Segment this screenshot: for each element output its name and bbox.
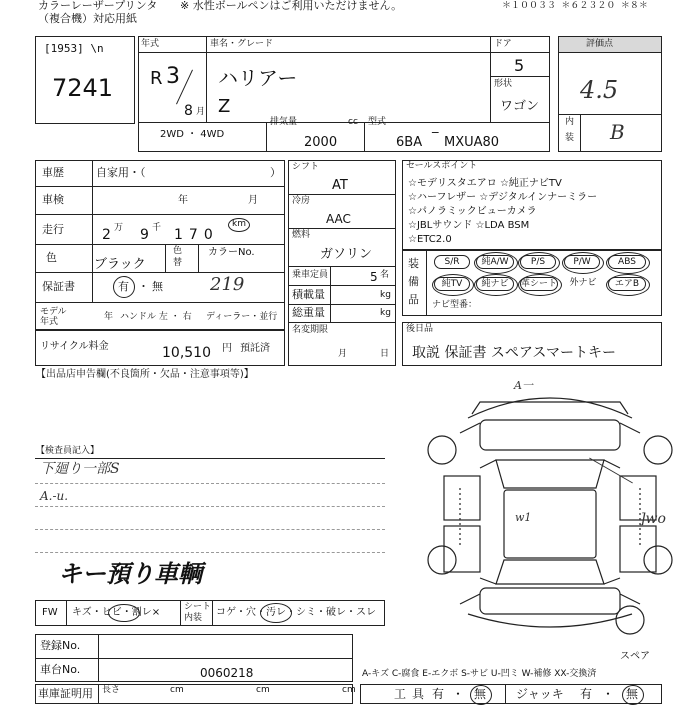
car-trunk bbox=[480, 588, 620, 614]
ac-label: 冷房 bbox=[292, 196, 311, 206]
inspector-note-1: 下廻り一部S bbox=[40, 461, 120, 477]
certificate-unit-1: cm bbox=[170, 685, 184, 695]
certificate-unit-3: cm bbox=[342, 685, 356, 695]
shift-label: シフト bbox=[292, 162, 320, 172]
fw-items: キズ・ヒビ・割レ× bbox=[72, 607, 161, 618]
interior-score: B bbox=[610, 120, 625, 144]
car-front-bumper bbox=[468, 398, 632, 418]
shape-label: 形状 bbox=[494, 79, 513, 89]
equip-leather-seat: 革シート bbox=[521, 279, 558, 289]
jack-no: 無 bbox=[626, 687, 639, 701]
equip-abs: ABS bbox=[608, 255, 646, 269]
sales-point-item: ☆ETC2.0 bbox=[408, 234, 452, 245]
printer-note-1: カラーレーザープリンタ bbox=[38, 0, 158, 12]
mileage-label: 走行 bbox=[42, 223, 64, 236]
warranty-label: 保証書 bbox=[42, 280, 75, 293]
fuel-label: 燃料 bbox=[292, 230, 311, 240]
sales-point-item: ☆モデリスタエアロ ☆純正ナビTV bbox=[408, 178, 562, 189]
recycle-status: 預託済 bbox=[240, 343, 270, 354]
certificate-unit-2: cm bbox=[256, 685, 270, 695]
model-year-label-1: モデル bbox=[40, 307, 67, 317]
car-door-left-rear bbox=[444, 526, 480, 572]
fw-label: FW bbox=[42, 607, 58, 618]
equipment-label-1: 装 bbox=[408, 257, 419, 270]
seat-label-1: シート bbox=[184, 602, 212, 612]
mileage-rest: 170 bbox=[174, 227, 219, 243]
equip-airbag: エアB bbox=[608, 277, 646, 291]
warranty-yes: 有 bbox=[118, 280, 129, 293]
seat-label-2: 内装 bbox=[184, 613, 203, 623]
color-change-label-1: 色 bbox=[173, 246, 183, 256]
mileage-man: 2 bbox=[102, 227, 111, 243]
handle-label: ハンドル 左 ・ 右 bbox=[120, 312, 192, 322]
name-change-day: 日 bbox=[380, 349, 390, 359]
displacement-unit: cc bbox=[348, 117, 358, 127]
car-wheel-rear-right bbox=[644, 546, 672, 574]
sales-point-item: ☆パノラミックビューカメラ bbox=[408, 206, 537, 217]
displacement-value: 2000 bbox=[304, 135, 338, 150]
name-change-label: 名変期限 bbox=[292, 325, 329, 335]
load-unit: kg bbox=[380, 290, 391, 300]
displacement-label: 排気量 bbox=[270, 117, 298, 127]
body-shape: ワゴン bbox=[500, 99, 540, 114]
printer-note-2: （複合機）対応用紙 bbox=[38, 12, 137, 25]
certificate-label: 車庫証明用 bbox=[38, 687, 93, 700]
color-value: ブラック bbox=[94, 257, 146, 272]
mileage-sen: 9 bbox=[140, 227, 149, 243]
car-wheel-front-right bbox=[644, 436, 672, 464]
certificate-length: 長さ bbox=[102, 685, 121, 695]
year-era: R bbox=[150, 68, 163, 89]
equip-genuine-aw: 純A/W bbox=[476, 255, 514, 269]
model-dash: ‾ bbox=[432, 131, 439, 146]
car-door-right-rear bbox=[620, 526, 656, 572]
warranty-no: 無 bbox=[152, 280, 163, 293]
car-windshield bbox=[496, 460, 604, 488]
equip-aftermarket-navi: 外ナビ bbox=[564, 277, 602, 291]
door-label: ドア bbox=[494, 39, 512, 49]
serial-number: ＊１００３３ ＊６２３２０ ＊８＊ bbox=[502, 1, 648, 11]
equip-power-steering: P/S bbox=[520, 255, 556, 269]
color-no-label: カラーNo. bbox=[208, 247, 255, 258]
jack-label: ジャッキ bbox=[516, 687, 564, 701]
equip-power-window: P/W bbox=[564, 255, 600, 269]
sales-point-item: ☆ハーフレザー ☆デジタルインナーミラー bbox=[408, 192, 598, 203]
tools-yes: 有 bbox=[432, 687, 445, 701]
car-wheel-front-left bbox=[428, 436, 456, 464]
recycle-amount: 10,510 bbox=[162, 345, 211, 361]
capacity-unit: 名 bbox=[380, 270, 390, 280]
inspection-year-unit: 年 bbox=[178, 195, 188, 206]
mileage-man-unit: 万 bbox=[114, 223, 124, 233]
fuel-value: ガソリン bbox=[320, 247, 373, 262]
color-label: 色 bbox=[46, 251, 57, 264]
recycle-unit: 円 bbox=[222, 343, 232, 354]
spare-label: スペア bbox=[620, 651, 650, 662]
after-items-label: 後日品 bbox=[406, 324, 434, 334]
model-prefix: 6BA bbox=[396, 135, 423, 150]
car-hood bbox=[480, 420, 620, 450]
inspection-month-unit: 月 bbox=[248, 195, 258, 206]
equipment-label-3: 品 bbox=[408, 293, 419, 306]
gross-label: 総重量 bbox=[292, 306, 325, 319]
diagram-center-note: w1 bbox=[515, 511, 532, 524]
model-code: MXUA80 bbox=[444, 135, 500, 150]
interior-label-1: 内 bbox=[565, 117, 575, 127]
car-door-left-front bbox=[444, 476, 480, 520]
sales-points-label: セールスポイント bbox=[406, 161, 478, 171]
equip-genuine-navi: 純ナビ bbox=[476, 277, 514, 291]
spare-tire bbox=[616, 606, 644, 634]
year-month-unit: 月 bbox=[196, 107, 206, 117]
year-label: 年式 bbox=[141, 39, 160, 49]
score-label: 評価点 bbox=[586, 39, 614, 49]
inspector-label: 【検査員記入】 bbox=[36, 446, 100, 456]
lot-code: [1953] \n bbox=[44, 42, 104, 55]
year-month: 8 bbox=[184, 103, 193, 119]
door-count: 5 bbox=[514, 56, 525, 75]
defect-legend: A-キズ C-腐食 E-エクボ S-サビ U-凹ミ W-補修 XX-交換済 bbox=[362, 669, 597, 679]
car-rear-bumper bbox=[468, 614, 632, 627]
gross-unit: kg bbox=[380, 308, 391, 318]
capacity-label: 乗車定員 bbox=[292, 270, 329, 280]
car-name: ハリアー bbox=[218, 66, 298, 90]
name-label: 車名・グレード bbox=[210, 39, 274, 49]
chassis-number: 0060218 bbox=[200, 666, 254, 680]
name-change-month: 月 bbox=[338, 349, 348, 359]
inspection-label: 車検 bbox=[42, 193, 64, 206]
ac-value: AAC bbox=[326, 212, 351, 226]
model-label: 型式 bbox=[368, 117, 387, 127]
car-wheel-rear-left bbox=[428, 546, 456, 574]
equipment-label-2: 備 bbox=[408, 275, 419, 288]
tools-label: 工具 bbox=[394, 687, 431, 701]
shift-value: AT bbox=[332, 178, 348, 193]
car-grade: Z bbox=[218, 96, 231, 117]
year-number: 3 bbox=[166, 64, 180, 89]
drive-type: 2WD ・ 4WD bbox=[160, 129, 225, 140]
registration-label: 登録No. bbox=[40, 639, 81, 652]
dealer-label: ディーラー・並行 bbox=[206, 312, 278, 322]
history-label: 車歴 bbox=[42, 166, 64, 179]
seat-items: コゲ・穴・汚レ・シミ・破レ・スレ bbox=[216, 607, 376, 618]
mileage-sen-unit: 千 bbox=[152, 223, 162, 233]
inspector-note-2: A.-u. bbox=[40, 489, 69, 503]
jack-yes: 有 bbox=[580, 687, 593, 701]
navi-model-label: ナビ型番： bbox=[432, 300, 478, 310]
key-note: キー預り車輌 bbox=[58, 559, 202, 588]
equip-genuine-tv: 純TV bbox=[434, 277, 470, 291]
model-year-unit: 年 bbox=[104, 312, 114, 322]
sales-point-item: ☆JBLサウンド ☆LDA BSM bbox=[408, 220, 530, 231]
car-rear-window bbox=[496, 560, 604, 584]
lot-number: 7241 bbox=[52, 74, 114, 102]
model-year-label-2: 年式 bbox=[40, 317, 59, 327]
mileage-km-unit: km bbox=[232, 219, 246, 229]
tools-no: 無 bbox=[474, 687, 487, 701]
car-roof bbox=[504, 490, 596, 558]
diagram-front-mark: A一 bbox=[514, 379, 533, 392]
pen-notice: ※ 水性ボールペンはご利用いただけません。 bbox=[180, 0, 403, 12]
warranty-sep: ・ bbox=[138, 280, 149, 293]
capacity-value: 5 bbox=[370, 270, 378, 284]
equip-sunroof: S/R bbox=[434, 255, 470, 269]
chassis-label: 車台No. bbox=[40, 663, 81, 676]
score-value: 4.5 bbox=[580, 76, 619, 104]
handwritten-code: 219 bbox=[210, 274, 245, 295]
defects-label: 【出品店申告欄(不良箇所・欠品・注意事項等)】 bbox=[36, 369, 254, 380]
recycle-label: リサイクル料金 bbox=[40, 341, 109, 352]
interior-label-2: 装 bbox=[565, 133, 575, 143]
after-items-value: 取説 保証書 スペアスマートキー bbox=[412, 345, 617, 361]
diagram-side-note: ]wo bbox=[640, 511, 666, 527]
load-label: 積載量 bbox=[292, 288, 325, 301]
history-value: 自家用・（ bbox=[96, 166, 146, 179]
color-change-label-2: 替 bbox=[173, 258, 183, 268]
